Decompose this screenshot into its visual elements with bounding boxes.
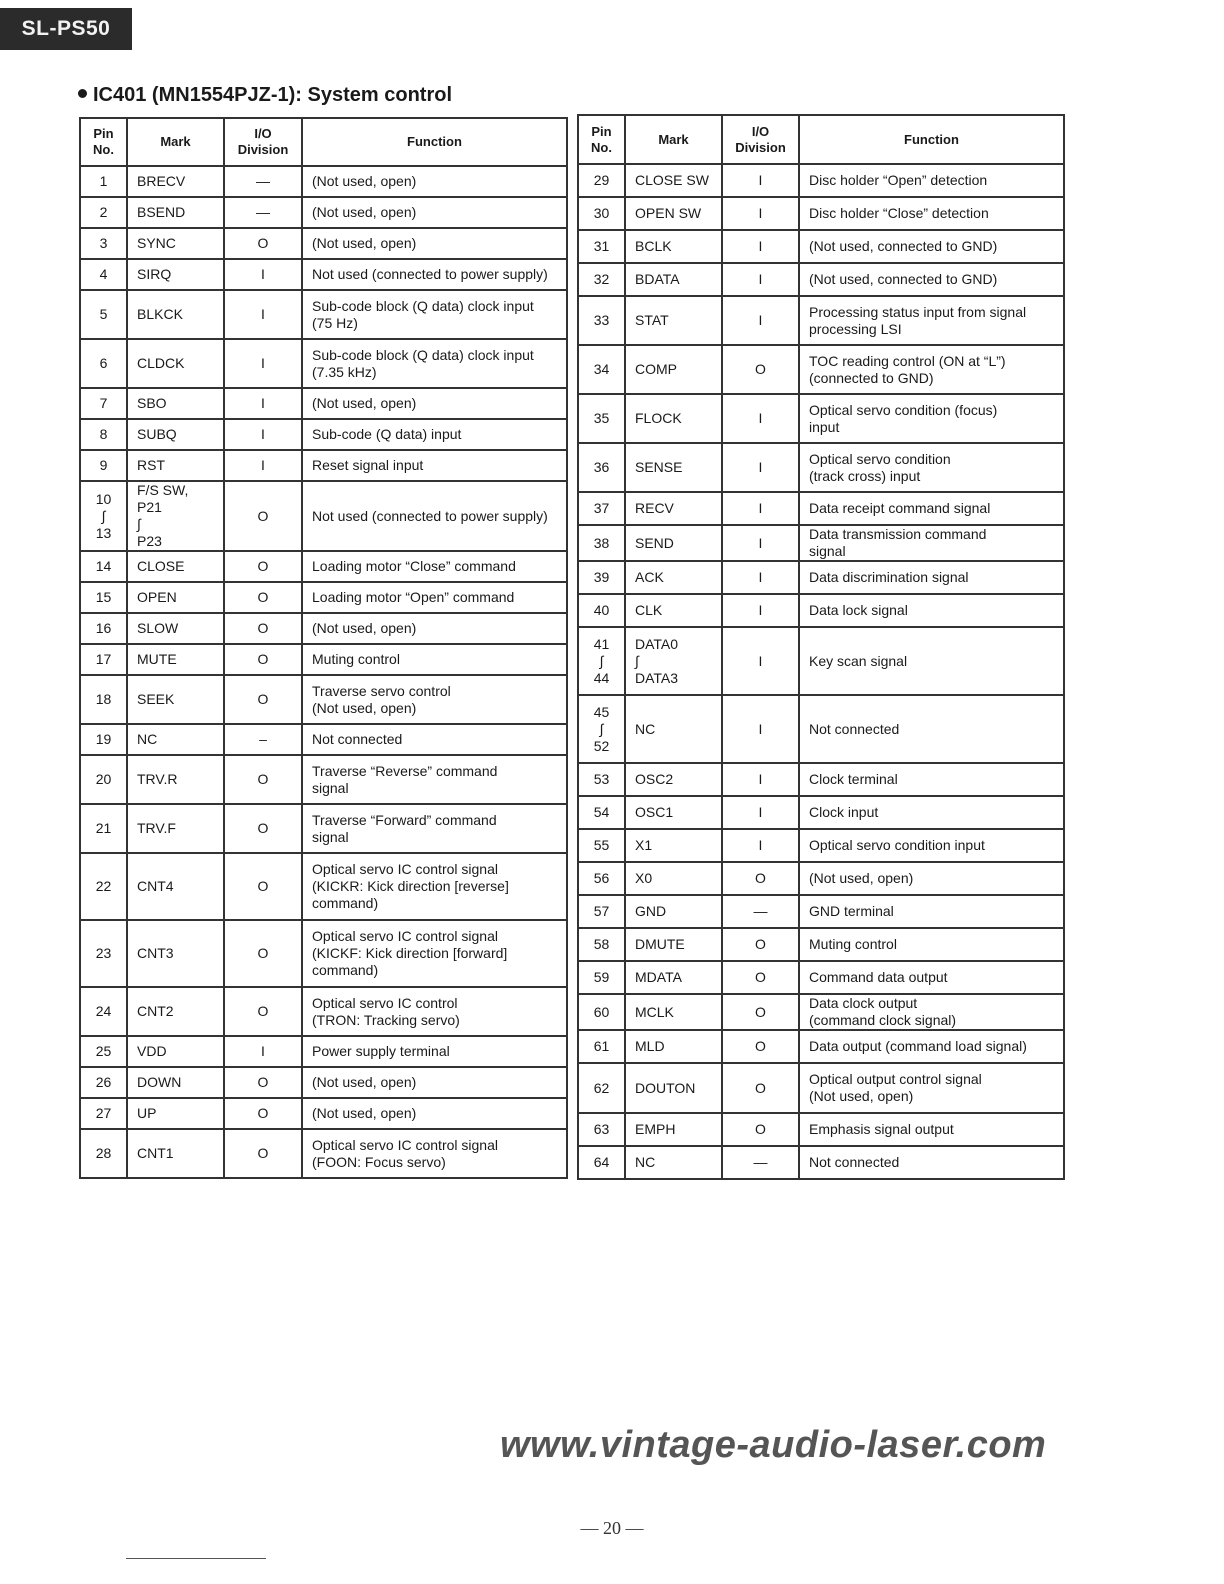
pin-number: 22 — [80, 853, 127, 920]
table-row — [578, 230, 1064, 263]
table-row — [80, 1036, 567, 1067]
table-row — [80, 197, 567, 228]
pin-number: 20 — [80, 755, 127, 804]
pin-number: 18 — [80, 675, 127, 724]
pin-mark: X1 — [625, 829, 722, 862]
pin-mark: GND — [625, 895, 722, 928]
pin-number: 27 — [80, 1098, 127, 1129]
pin-function: Sub-code block (Q data) clock input (75 Hz) — [302, 290, 567, 339]
io-division: O — [224, 920, 302, 987]
io-division: O — [722, 345, 799, 394]
pin-function: Not used (connected to power supply) — [302, 259, 567, 290]
pin-function: Muting control — [799, 928, 1064, 961]
table-row — [80, 259, 567, 290]
pin-mark: FLOCK — [625, 394, 722, 443]
pin-number: 4 — [80, 259, 127, 290]
pin-mark: X0 — [625, 862, 722, 895]
pin-mark: SIRQ — [127, 259, 224, 290]
column-header-io: I/O Division — [224, 118, 302, 166]
pin-function: Data receipt command signal — [799, 492, 1064, 525]
pin-number: 10 ∫ 13 — [80, 481, 127, 551]
pin-mark: TRV.R — [127, 755, 224, 804]
pin-mark: SENSE — [625, 443, 722, 492]
pin-mark: RECV — [625, 492, 722, 525]
column-header-function: Function — [302, 118, 567, 166]
pin-mark: BRECV — [127, 166, 224, 197]
table-row — [578, 763, 1064, 796]
io-division: I — [722, 627, 799, 695]
pin-number: 28 — [80, 1129, 127, 1178]
pin-mark: CLOSE SW — [625, 164, 722, 197]
pin-mark: UP — [127, 1098, 224, 1129]
pin-number: 41 ∫ 44 — [578, 627, 625, 695]
pin-mark: CNT2 — [127, 987, 224, 1036]
table-row — [80, 920, 567, 987]
table-row — [578, 197, 1064, 230]
io-division: I — [722, 263, 799, 296]
pin-number: 53 — [578, 763, 625, 796]
pin-number: 24 — [80, 987, 127, 1036]
pin-function: Not connected — [799, 1146, 1064, 1179]
io-division: I — [722, 197, 799, 230]
column-header-pin: Pin No. — [80, 118, 127, 166]
pin-table-left — [79, 117, 568, 1179]
pin-function: Data clock output (command clock signal) — [799, 994, 1064, 1030]
io-division: I — [224, 259, 302, 290]
pin-function: Data discrimination signal — [799, 561, 1064, 594]
pin-function: Not used (connected to power supply) — [302, 481, 567, 551]
pin-function: Muting control — [302, 644, 567, 675]
pin-function: Optical servo condition input — [799, 829, 1064, 862]
io-division: I — [722, 525, 799, 561]
table-row — [80, 450, 567, 481]
pin-mark: STAT — [625, 296, 722, 345]
pin-number: 57 — [578, 895, 625, 928]
io-division: I — [722, 492, 799, 525]
pin-number: 64 — [578, 1146, 625, 1179]
pin-function: Data transmission command signal — [799, 525, 1064, 561]
io-division: O — [224, 853, 302, 920]
pin-mark: OPEN SW — [625, 197, 722, 230]
pin-mark: RST — [127, 450, 224, 481]
pin-mark: SUBQ — [127, 419, 224, 450]
table-row — [80, 290, 567, 339]
pin-number: 1 — [80, 166, 127, 197]
io-division: O — [224, 1067, 302, 1098]
table-row — [578, 994, 1064, 1030]
pin-function: (Not used, open) — [302, 228, 567, 259]
table-row — [80, 724, 567, 755]
pin-mark: SLOW — [127, 613, 224, 644]
io-division: O — [722, 862, 799, 895]
pin-mark: VDD — [127, 1036, 224, 1067]
pin-number: 33 — [578, 296, 625, 345]
io-division: O — [224, 613, 302, 644]
pin-number: 14 — [80, 551, 127, 582]
table-row — [80, 582, 567, 613]
pin-function: Sub-code (Q data) input — [302, 419, 567, 450]
pin-function: Command data output — [799, 961, 1064, 994]
table-row — [80, 551, 567, 582]
pin-function: Reset signal input — [302, 450, 567, 481]
pin-mark: SYNC — [127, 228, 224, 259]
pin-mark: F/S SW, P21 ∫ P23 — [127, 481, 224, 551]
pin-function: (Not used, open) — [302, 197, 567, 228]
pin-number: 55 — [578, 829, 625, 862]
table-row — [578, 862, 1064, 895]
pin-function: Loading motor “Close” command — [302, 551, 567, 582]
pin-function: Optical servo IC control signal (KICKR: Kick direction [reverse] command) — [302, 853, 567, 920]
pin-number: 36 — [578, 443, 625, 492]
pin-function: Clock terminal — [799, 763, 1064, 796]
page-number: — 20 — — [580, 1518, 644, 1538]
pin-number: 54 — [578, 796, 625, 829]
pin-function: Not connected — [799, 695, 1064, 763]
pin-number: 25 — [80, 1036, 127, 1067]
table-row — [80, 755, 567, 804]
table-row — [578, 561, 1064, 594]
pin-number: 38 — [578, 525, 625, 561]
io-division: I — [722, 829, 799, 862]
io-division: O — [224, 804, 302, 853]
pin-table-right — [577, 114, 1065, 1180]
pin-mark: DOUTON — [625, 1063, 722, 1113]
pin-function: Optical servo condition (track cross) input — [799, 443, 1064, 492]
table-row — [80, 804, 567, 853]
pin-number: 26 — [80, 1067, 127, 1098]
pin-number: 34 — [578, 345, 625, 394]
table-row — [578, 796, 1064, 829]
pin-number: 16 — [80, 613, 127, 644]
io-division: I — [224, 388, 302, 419]
pin-mark: CLDCK — [127, 339, 224, 388]
column-header-mark: Mark — [625, 115, 722, 164]
table-row — [578, 895, 1064, 928]
pin-mark: BLKCK — [127, 290, 224, 339]
pin-number: 40 — [578, 594, 625, 627]
table-row — [578, 829, 1064, 862]
pin-function: (Not used, connected to GND) — [799, 263, 1064, 296]
pin-mark: NC — [625, 1146, 722, 1179]
pin-mark: DATA0 ∫ DATA3 — [625, 627, 722, 695]
pin-number: 45 ∫ 52 — [578, 695, 625, 763]
io-division: I — [722, 394, 799, 443]
io-division: I — [224, 1036, 302, 1067]
pin-number: 7 — [80, 388, 127, 419]
pin-number: 21 — [80, 804, 127, 853]
io-division: — — [722, 895, 799, 928]
io-division: O — [722, 1113, 799, 1146]
pin-mark: DMUTE — [625, 928, 722, 961]
pin-number: 60 — [578, 994, 625, 1030]
io-division: O — [224, 755, 302, 804]
pin-number: 32 — [578, 263, 625, 296]
io-division: I — [224, 419, 302, 450]
io-division: I — [224, 290, 302, 339]
io-division: O — [224, 644, 302, 675]
pin-number: 61 — [578, 1030, 625, 1063]
table-row — [80, 613, 567, 644]
io-division: O — [224, 1098, 302, 1129]
io-division: I — [722, 561, 799, 594]
table-row — [578, 164, 1064, 197]
table-row — [578, 394, 1064, 443]
pin-mark: BCLK — [625, 230, 722, 263]
io-division: O — [224, 551, 302, 582]
table-row — [578, 525, 1064, 561]
table-row — [80, 228, 567, 259]
pin-function: Processing status input from signal processing LSI — [799, 296, 1064, 345]
io-division: – — [224, 724, 302, 755]
pin-number: 30 — [578, 197, 625, 230]
pin-number: 56 — [578, 862, 625, 895]
pin-function: Sub-code block (Q data) clock input (7.35 kHz) — [302, 339, 567, 388]
io-division: O — [722, 961, 799, 994]
pin-mark: MLD — [625, 1030, 722, 1063]
pin-mark: CNT3 — [127, 920, 224, 987]
table-row — [80, 1098, 567, 1129]
table-row — [578, 928, 1064, 961]
io-division: O — [224, 481, 302, 551]
section-title-text: IC401 (MN1554PJZ-1): System control — [93, 84, 453, 106]
io-division: I — [722, 695, 799, 763]
pin-number: 15 — [80, 582, 127, 613]
pin-mark: CNT1 — [127, 1129, 224, 1178]
pin-mark: COMP — [625, 345, 722, 394]
pin-function: GND terminal — [799, 895, 1064, 928]
pin-mark: CLK — [625, 594, 722, 627]
table-row — [80, 388, 567, 419]
pin-function: Optical output control signal (Not used, open) — [799, 1063, 1064, 1113]
table-row — [80, 1067, 567, 1098]
pin-function: Key scan signal — [799, 627, 1064, 695]
pin-number: 5 — [80, 290, 127, 339]
io-division: I — [722, 443, 799, 492]
pin-mark: EMPH — [625, 1113, 722, 1146]
io-division: — — [722, 1146, 799, 1179]
io-division: O — [224, 987, 302, 1036]
pin-function: Optical servo IC control (TRON: Tracking servo) — [302, 987, 567, 1036]
pin-mark: BDATA — [625, 263, 722, 296]
io-division: — — [224, 197, 302, 228]
pin-number: 3 — [80, 228, 127, 259]
pin-number: 31 — [578, 230, 625, 263]
pin-function: Data output (command load signal) — [799, 1030, 1064, 1063]
io-division: O — [722, 1063, 799, 1113]
section-title — [78, 84, 452, 107]
pin-number: 63 — [578, 1113, 625, 1146]
io-division: — — [224, 166, 302, 197]
io-division: O — [224, 675, 302, 724]
pin-number: 39 — [578, 561, 625, 594]
pin-function: Disc holder “Open” detection — [799, 164, 1064, 197]
pin-function: (Not used, open) — [302, 388, 567, 419]
pin-mark: OPEN — [127, 582, 224, 613]
pin-mark: SBO — [127, 388, 224, 419]
pin-function: Clock input — [799, 796, 1064, 829]
pin-function: (Not used, open) — [302, 1067, 567, 1098]
pin-function: Traverse “Forward” command signal — [302, 804, 567, 853]
divider — [126, 1558, 266, 1559]
table-row — [80, 419, 567, 450]
pin-mark: CLOSE — [127, 551, 224, 582]
pin-number: 19 — [80, 724, 127, 755]
table-row — [80, 481, 567, 551]
pin-mark: CNT4 — [127, 853, 224, 920]
table-row — [578, 345, 1064, 394]
io-division: O — [224, 1129, 302, 1178]
table-row — [578, 695, 1064, 763]
pin-mark: MUTE — [127, 644, 224, 675]
pin-function: TOC reading control (ON at “L”) (connected to GND) — [799, 345, 1064, 394]
column-header-io: I/O Division — [722, 115, 799, 164]
pin-mark: SEND — [625, 525, 722, 561]
pin-function: Emphasis signal output — [799, 1113, 1064, 1146]
table-row — [578, 594, 1064, 627]
pin-mark: NC — [127, 724, 224, 755]
pin-function: (Not used, open) — [799, 862, 1064, 895]
pin-number: 17 — [80, 644, 127, 675]
table-row — [578, 1030, 1064, 1063]
pin-mark: DOWN — [127, 1067, 224, 1098]
io-division: I — [722, 230, 799, 263]
column-header-pin: Pin No. — [578, 115, 625, 164]
pin-function: Optical servo IC control signal (KICKF: Kick direction [forward] command) — [302, 920, 567, 987]
bullet-icon — [78, 89, 87, 98]
model-badge: SL-PS50 — [0, 8, 132, 50]
table-row — [80, 987, 567, 1036]
io-division: O — [722, 994, 799, 1030]
table-row — [80, 644, 567, 675]
pin-mark: OSC1 — [625, 796, 722, 829]
pin-number: 29 — [578, 164, 625, 197]
pin-mark: NC — [625, 695, 722, 763]
pin-function: (Not used, open) — [302, 613, 567, 644]
pin-function: Power supply terminal — [302, 1036, 567, 1067]
column-header-mark: Mark — [127, 118, 224, 166]
table-row — [80, 853, 567, 920]
io-division: I — [224, 339, 302, 388]
pin-mark: OSC2 — [625, 763, 722, 796]
pin-function: Traverse servo control (Not used, open) — [302, 675, 567, 724]
table-row — [578, 492, 1064, 525]
pin-function: Optical servo IC control signal (FOON: Focus servo) — [302, 1129, 567, 1178]
pin-number: 8 — [80, 419, 127, 450]
table-row — [578, 627, 1064, 695]
pin-number: 37 — [578, 492, 625, 525]
pin-function: (Not used, open) — [302, 166, 567, 197]
pin-function: (Not used, open) — [302, 1098, 567, 1129]
pin-function: Optical servo condition (focus) input — [799, 394, 1064, 443]
pin-mark: SEEK — [127, 675, 224, 724]
pin-function: Not connected — [302, 724, 567, 755]
pin-function: Loading motor “Open” command — [302, 582, 567, 613]
pin-mark: MDATA — [625, 961, 722, 994]
io-division: I — [722, 296, 799, 345]
pin-number: 6 — [80, 339, 127, 388]
column-header-function: Function — [799, 115, 1064, 164]
pin-function: Data lock signal — [799, 594, 1064, 627]
pin-function: Disc holder “Close” detection — [799, 197, 1064, 230]
pin-mark: TRV.F — [127, 804, 224, 853]
pin-number: 59 — [578, 961, 625, 994]
pin-number: 2 — [80, 197, 127, 228]
table-row — [80, 675, 567, 724]
io-division: O — [722, 1030, 799, 1063]
pin-function: Traverse “Reverse” command signal — [302, 755, 567, 804]
table-row — [578, 1063, 1064, 1113]
pin-mark: ACK — [625, 561, 722, 594]
table-row — [578, 961, 1064, 994]
table-row — [80, 1129, 567, 1178]
io-division: O — [224, 582, 302, 613]
pin-number: 35 — [578, 394, 625, 443]
table-row — [578, 1146, 1064, 1179]
pin-number: 23 — [80, 920, 127, 987]
io-division: O — [224, 228, 302, 259]
io-division: I — [722, 594, 799, 627]
table-row — [578, 443, 1064, 492]
pin-mark: BSEND — [127, 197, 224, 228]
table-row — [80, 339, 567, 388]
pin-number: 58 — [578, 928, 625, 961]
io-division: I — [722, 796, 799, 829]
table-row — [578, 1113, 1064, 1146]
io-division: I — [224, 450, 302, 481]
pin-number: 62 — [578, 1063, 625, 1113]
table-row — [578, 263, 1064, 296]
pin-mark: MCLK — [625, 994, 722, 1030]
pin-function: (Not used, connected to GND) — [799, 230, 1064, 263]
io-division: I — [722, 763, 799, 796]
website-watermark: www.vintage-audio-laser.com — [500, 1424, 1047, 1466]
io-division: I — [722, 164, 799, 197]
table-row — [80, 166, 567, 197]
table-row — [578, 296, 1064, 345]
pin-number: 9 — [80, 450, 127, 481]
io-division: O — [722, 928, 799, 961]
